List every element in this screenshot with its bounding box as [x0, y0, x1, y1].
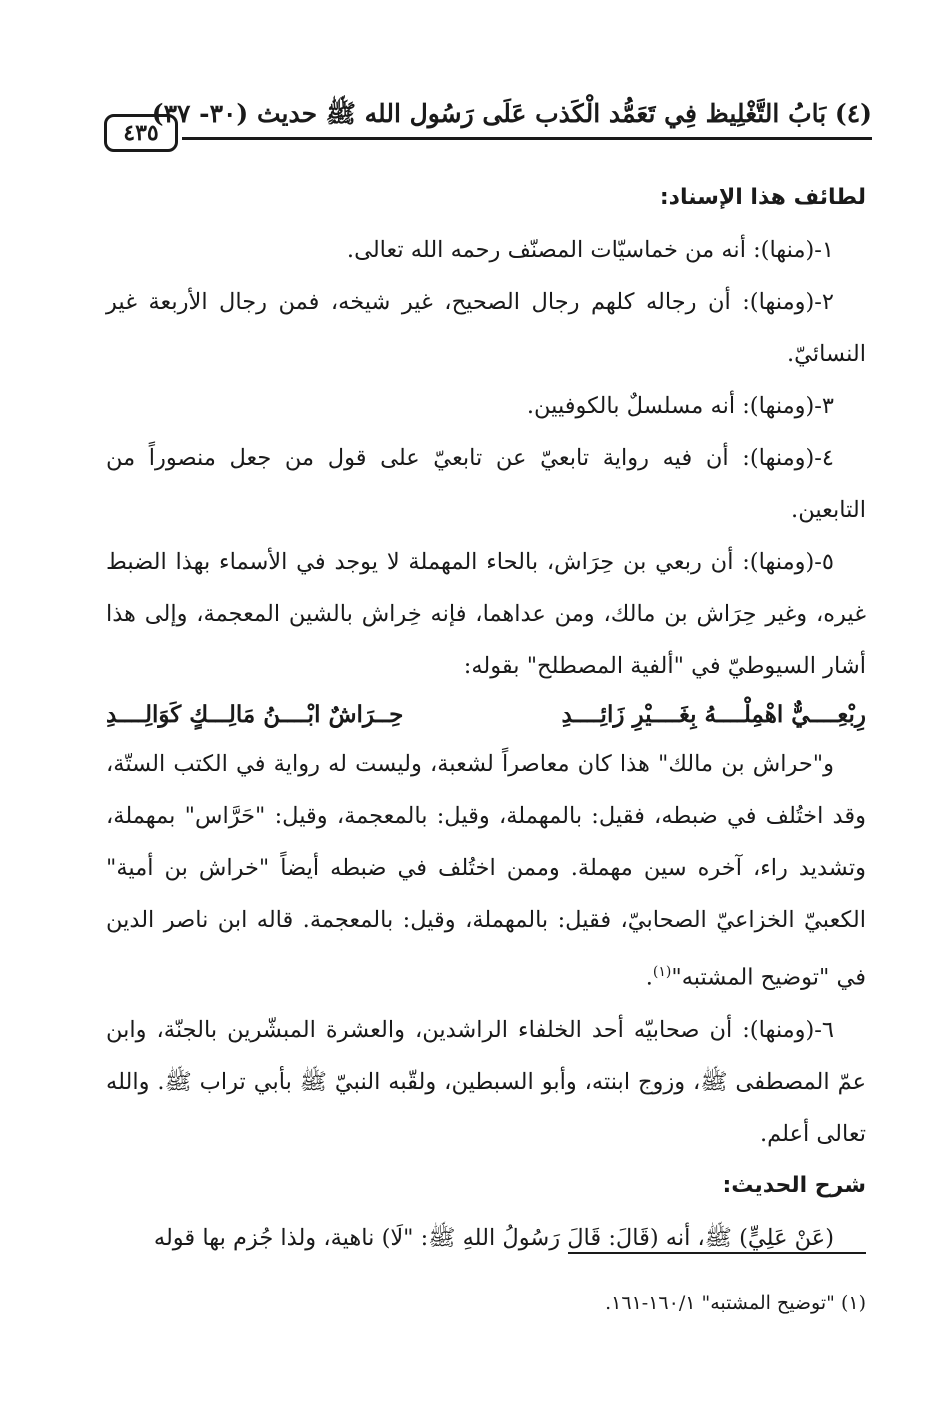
paragraph-4: ٤-(ومنها): أن فيه رواية تابعيّ عن تابعيّ على قول من جعل منصوراً من التابعين. [106, 445, 866, 523]
poem-hemistich-left: حِــرَاشٌ ابْــــنُ مَالِـــكٍ كَوَالِــــدِ [106, 701, 404, 728]
main-text [106, 172, 866, 1264]
page-number-box [104, 114, 178, 152]
paragraph-6-text: و"حراش بن مالك" هذا كان معاصراً لشعبة، وليست له رواية في الكتب الستّة، وقد اختُلف في ضبطه، فقيل: بالمهملة، وقيل: بالمعجمة، وقيل: "حَرَّاس" بمهملة، وتشديد راء، آخره سين مهملة. وممن اختُلف في ضبطه أيضاً "خراش بن أمية" الكعبيّ الخزاعيّ الصحابيّ، فقيل: بالمهملة، وقيل: بالمعجمة. قاله ابن ناصر الدين في "توضيح المشتبه" [106, 751, 866, 991]
paragraph-7: ٦-(ومنها): أن صحابيّه أحد الخلفاء الراشدين، والعشرة المبشّرين بالجنّة، وابن عمّ المصطفى ﷺ، وزوج ابنته، وأبو السبطين، ولقّبه النبيّ ﷺ بأبي تراب ﷺ. والله تعالى أعلم. [106, 1016, 866, 1147]
paragraph-2: ٢-(ومنها): أن رجاله كلهم رجال الصحيح، غير شيخه، فمن رجال الأربعة غير النسائيّ. [106, 289, 866, 367]
heading-sharh: شرح الحديث: [722, 1172, 866, 1198]
paragraph-6 [106, 738, 866, 1004]
paragraph-6-end: . [645, 964, 653, 991]
paragraph-8: (عَنْ عَلِيٍّ) ﷺ، أنه (قَالَ: قَالَ رَسُولُ اللهِ ﷺ: "لَا) ناهية، ولذا جُزم بها قوله [153, 1224, 834, 1251]
running-header-title: (٤) بَابُ التَّغْلِيظ فِي تَعَمُّد الْكَذب عَلَى رَسُول الله ﷺ حديث (٣٠- ٣٧) [151, 99, 872, 128]
paragraph-1: ١-(منها): أنه من خماسيّات المصنّف رحمه الله تعالى. [346, 237, 834, 263]
footnote-reference: (١) [652, 964, 672, 980]
footnote-rule [568, 1252, 866, 1254]
paragraph-5: ٥-(ومنها): أن ربعي بن حِرَاش، بالحاء المهملة لا يوجد في الأسماء بهذا الضبط غيره، وغير حِرَاش بن مالك، ومن عداهما، فإنه خِراش بالشين المعجمة، وإلى هذا أشار السيوطيّ في "ألفية المصطلح" بقوله: [106, 549, 866, 679]
poem-hemistich-right: رِبْعِــــيٌّ اهْمِلْــــهُ بِغَــــيْرِ زَائِــــدِ [561, 701, 866, 728]
header-rule [182, 137, 872, 140]
paragraph-3: ٣-(ومنها): أنه مسلسلٌ بالكوفيين. [526, 393, 834, 419]
poem-verse [106, 692, 866, 738]
heading-isnad: لطائف هذا الإسناد: [659, 185, 866, 210]
page-number: ٤٣٥ [123, 120, 159, 146]
footnote: (١) "توضيح المشتبه" ١٦٠/١-١٦١. [605, 1292, 866, 1314]
